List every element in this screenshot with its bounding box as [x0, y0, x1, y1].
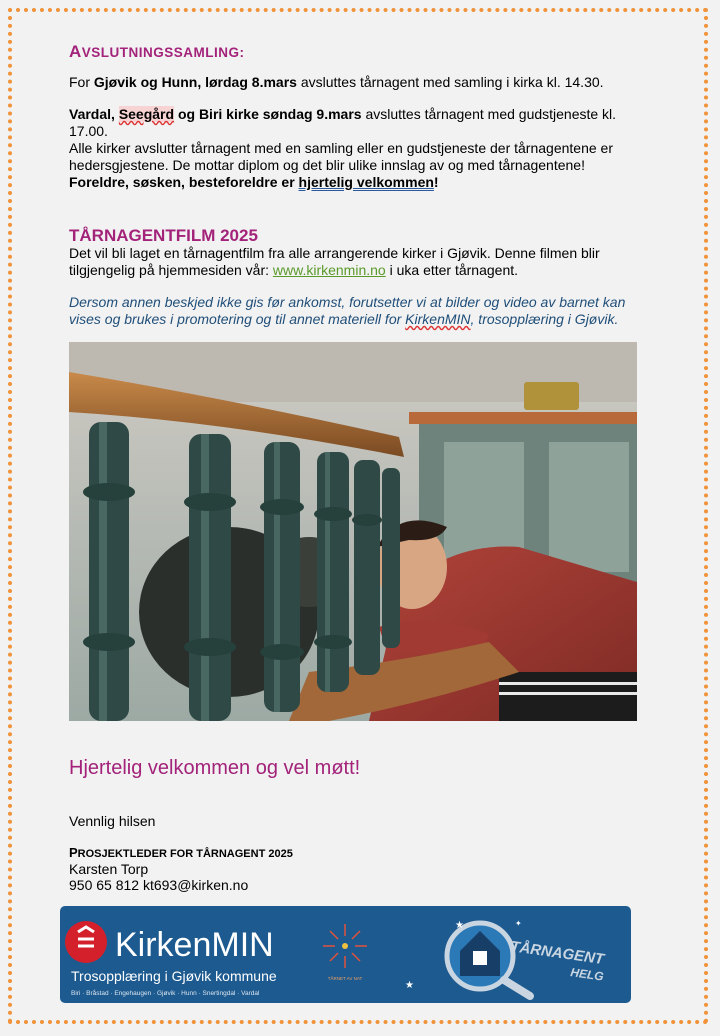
welcome-text: Hjertelig velkommen og vel møtt!: [69, 757, 361, 779]
svg-text:✦: ✦: [515, 919, 522, 928]
banner-tagline: Trosopplæring i Gjøvik kommune: [71, 968, 277, 984]
paragraph-gjovik-hunn: For Gjøvik og Hunn, lørdag 8.mars avsluttes tårnagent med samling i kirka kl. 14.30.: [69, 74, 604, 90]
starburst-logo-icon: [323, 924, 367, 968]
banner-parishes: Biri · Bråstad · Engehaugen · Gjøvik · Hunn · Snertingdal · Vardal: [71, 990, 260, 997]
underlined-velkommen: hjertelig velkommen: [298, 174, 434, 190]
magnifier-tower-icon: [447, 923, 530, 996]
starburst-caption: TÅRNET AV NAT: [327, 976, 363, 981]
kirkenmin-logo-icon: [65, 921, 107, 963]
section-heading-avslutningssamling: AVSLUTNINGSSAMLING:: [69, 42, 245, 61]
signature-contact: 950 65 812 kt693@kirken.no: [69, 877, 249, 893]
paragraph-film: Det vil bli laget en tårnagentfilm fra alle arrangerende kirker i Gjøvik. Denne filmen blir tilgjengelig på hjemmesiden vår: www.kirkenmin.no i uka etter tårnagent.: [69, 245, 600, 278]
banner-agent-title: TÅRNAGENT: [509, 938, 606, 969]
banner-brand: KirkenMIN: [115, 926, 274, 964]
paragraph-consent: Dersom annen beskjed ikke gis før ankomst, forutsetter vi at bilder og video av barnet kan vises og brukes i promotering og til annet materiell for KirkenMIN, trosopplæring i Gjøvik.: [69, 294, 626, 327]
banner-agent-sub: HELG: [569, 965, 605, 984]
kirkenmin-banner: [60, 906, 631, 1003]
svg-text:★: ★: [405, 980, 414, 991]
signature-name: Karsten Torp: [69, 861, 149, 877]
highlighted-seegard: Seegård: [118, 106, 175, 122]
svg-text:★: ★: [455, 920, 464, 931]
section-heading-film: TÅRNAGENTFILM 2025: [69, 226, 258, 245]
church-gallery-photo: [69, 342, 637, 721]
paragraph-vardal-biri: Vardal, Seegård og Biri kirke søndag 9.mars avsluttes tårnagent med gudstjeneste kl. 17.00. Alle kirker avslutter tårnagent med en samling eller en gudstjeneste der tårnagentene er hedersgjestene. De mottar diplom og det blir ulike innslag av og med tårnagentene! Foreldre, søsken, besteforeldre er hjertelig velkommen!: [69, 106, 617, 190]
website-link[interactable]: www.kirkenmin.no: [272, 262, 386, 278]
greeting: Vennlig hilsen: [69, 813, 156, 829]
signature-role: PROSJEKTLEDER FOR TÅRNAGENT 2025: [69, 845, 293, 860]
